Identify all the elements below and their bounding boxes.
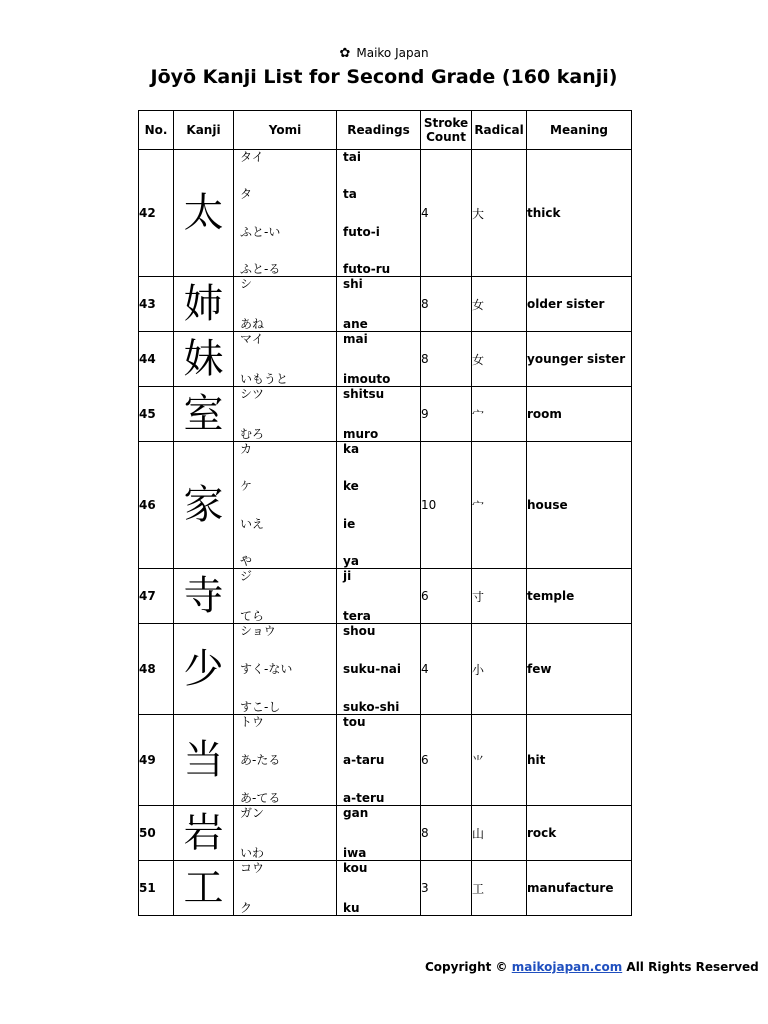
row-number: 44 (139, 332, 174, 387)
readings-list (337, 624, 421, 715)
stroke-count: 4 (421, 624, 472, 715)
meaning: few (527, 624, 632, 715)
site-link[interactable]: maikojapan.com (511, 960, 623, 974)
readings-list-item: a-teru (343, 791, 385, 805)
stroke-count: 10 (421, 442, 472, 569)
table-row (139, 806, 632, 861)
readings-list-item: iwa (343, 846, 367, 860)
yomi-list-item: てら (240, 609, 265, 623)
radical: 山 (472, 806, 527, 861)
readings-list (337, 806, 421, 861)
kanji-character: 当 (174, 715, 234, 806)
yomi-list (234, 150, 337, 277)
meaning: manufacture (527, 861, 632, 916)
yomi-list-item: ク (240, 901, 253, 915)
stroke-count: 4 (421, 150, 472, 277)
header-no: No. (139, 111, 174, 150)
yomi-list-item: ジ (240, 569, 253, 583)
readings-list-item: futo-i (343, 224, 380, 239)
header-yomi: Yomi (234, 111, 337, 150)
readings-list (337, 277, 421, 332)
radical: 工 (472, 861, 527, 916)
yomi-list (234, 569, 337, 624)
row-number: 49 (139, 715, 174, 806)
readings-list-item: shi (343, 277, 363, 291)
readings-list (337, 150, 421, 277)
brand-header (0, 46, 768, 61)
table-row (139, 442, 632, 569)
kanji-character: 岩 (174, 806, 234, 861)
row-number: 42 (139, 150, 174, 277)
row-number: 50 (139, 806, 174, 861)
readings-list-item: tera (343, 609, 371, 623)
yomi-list-item: いもうと (240, 372, 289, 386)
yomi-list (234, 442, 337, 569)
row-number: 46 (139, 442, 174, 569)
kanji-character: 太 (174, 150, 234, 277)
radical: 寸 (472, 569, 527, 624)
table-row (139, 624, 632, 715)
kanji-table (138, 110, 632, 916)
readings-list-item: ane (343, 317, 368, 331)
yomi-list-item: ガン (240, 806, 265, 820)
radical: 宀 (472, 387, 527, 442)
yomi-list (234, 332, 337, 387)
row-number: 43 (139, 277, 174, 332)
stroke-count: 6 (421, 715, 472, 806)
yomi-list-item: いわ (240, 846, 265, 860)
readings-list-item: imouto (343, 372, 391, 386)
header-stroke-line1: Stroke (423, 116, 469, 130)
meaning: older sister (527, 277, 632, 332)
yomi-list (234, 387, 337, 442)
readings-list-item: ya (343, 553, 359, 568)
readings-list-item: ta (343, 187, 357, 202)
yomi-list-item: すこ-し (240, 700, 281, 714)
meaning: rock (527, 806, 632, 861)
copyright-suffix: All Rights Reserved (626, 960, 759, 974)
readings-list-item: gan (343, 806, 369, 820)
radical: 女 (472, 332, 527, 387)
meaning: room (527, 387, 632, 442)
radical: 小 (472, 624, 527, 715)
readings-list-item: ie (343, 516, 356, 531)
readings-list-item: tou (343, 715, 366, 729)
yomi-list-item: シ (240, 277, 253, 291)
kanji-character: 妹 (174, 332, 234, 387)
readings-list-item: mai (343, 332, 368, 346)
yomi-list-item: タ (240, 187, 253, 202)
header-meaning: Meaning (527, 111, 632, 150)
header-radical: Radical (472, 111, 527, 150)
yomi-list-item: むろ (240, 427, 265, 441)
readings-list-item: shou (343, 624, 376, 638)
yomi-list-item: トウ (240, 715, 265, 729)
table-header-row (139, 111, 632, 150)
readings-list (337, 387, 421, 442)
yomi-list-item: ふと-る (240, 261, 281, 276)
meaning: younger sister (527, 332, 632, 387)
stroke-count: 8 (421, 332, 472, 387)
readings-list-item: suku-nai (343, 662, 401, 676)
readings-list-item: ke (343, 479, 359, 494)
readings-list (337, 442, 421, 569)
table-row (139, 332, 632, 387)
stroke-count: 9 (421, 387, 472, 442)
readings-list-item: suko-shi (343, 700, 400, 714)
readings-list-item: kou (343, 861, 368, 875)
flower-icon: ✿ (339, 46, 351, 61)
readings-list-item: futo-ru (343, 261, 391, 276)
meaning: house (527, 442, 632, 569)
kanji-character: 室 (174, 387, 234, 442)
row-number: 45 (139, 387, 174, 442)
header-stroke-count (421, 111, 472, 150)
stroke-count: 3 (421, 861, 472, 916)
radical: 女 (472, 277, 527, 332)
meaning: hit (527, 715, 632, 806)
readings-list (337, 715, 421, 806)
radical: ⺌ (472, 715, 527, 806)
yomi-list (234, 806, 337, 861)
yomi-list-item: シツ (240, 387, 265, 401)
row-number: 48 (139, 624, 174, 715)
brand-name: Maiko Japan (356, 46, 429, 60)
readings-list-item: ku (343, 901, 360, 915)
header-readings: Readings (337, 111, 421, 150)
table-row (139, 387, 632, 442)
kanji-character: 家 (174, 442, 234, 569)
yomi-list-item: ケ (240, 479, 253, 494)
kanji-character: 寺 (174, 569, 234, 624)
yomi-list-item: ショウ (240, 624, 276, 638)
readings-list (337, 569, 421, 624)
table-row (139, 715, 632, 806)
radical: 宀 (472, 442, 527, 569)
readings-list (337, 332, 421, 387)
radical: 大 (472, 150, 527, 277)
yomi-list-item: いえ (240, 516, 265, 531)
kanji-character: 姉 (174, 277, 234, 332)
readings-list-item: tai (343, 150, 361, 164)
readings-list (337, 861, 421, 916)
table-row (139, 277, 632, 332)
table-row (139, 150, 632, 277)
yomi-list-item: あ-てる (240, 791, 281, 805)
yomi-list-item: や (240, 553, 253, 568)
yomi-list-item: コウ (240, 861, 265, 875)
header-stroke-line2: Count (426, 130, 466, 144)
copyright-prefix: Copyright © (425, 960, 508, 974)
yomi-list-item: すく-ない (240, 662, 293, 676)
yomi-list (234, 715, 337, 806)
row-number: 47 (139, 569, 174, 624)
kanji-character: 工 (174, 861, 234, 916)
stroke-count: 8 (421, 277, 472, 332)
yomi-list (234, 861, 337, 916)
readings-list-item: muro (343, 427, 379, 441)
readings-list-item: shitsu (343, 387, 385, 401)
stroke-count: 6 (421, 569, 472, 624)
kanji-character: 少 (174, 624, 234, 715)
meaning: temple (527, 569, 632, 624)
yomi-list-item: あね (240, 317, 265, 331)
readings-list-item: ka (343, 442, 360, 456)
yomi-list (234, 277, 337, 332)
readings-list-item: a-taru (343, 753, 385, 767)
page-title: Jōyō Kanji List for Second Grade (160 kanji) (150, 66, 618, 88)
yomi-list (234, 624, 337, 715)
header-kanji: Kanji (174, 111, 234, 150)
yomi-list-item: ふと-い (240, 224, 281, 239)
yomi-list-item: マイ (240, 332, 264, 346)
yomi-list-item: タイ (240, 150, 264, 164)
row-number: 51 (139, 861, 174, 916)
stroke-count: 8 (421, 806, 472, 861)
yomi-list-item: あ-たる (240, 753, 281, 767)
table-row (139, 569, 632, 624)
meaning: thick (527, 150, 632, 277)
readings-list-item: ji (343, 569, 352, 583)
yomi-list-item: カ (240, 442, 253, 456)
footer (425, 960, 759, 974)
table-row (139, 861, 632, 916)
